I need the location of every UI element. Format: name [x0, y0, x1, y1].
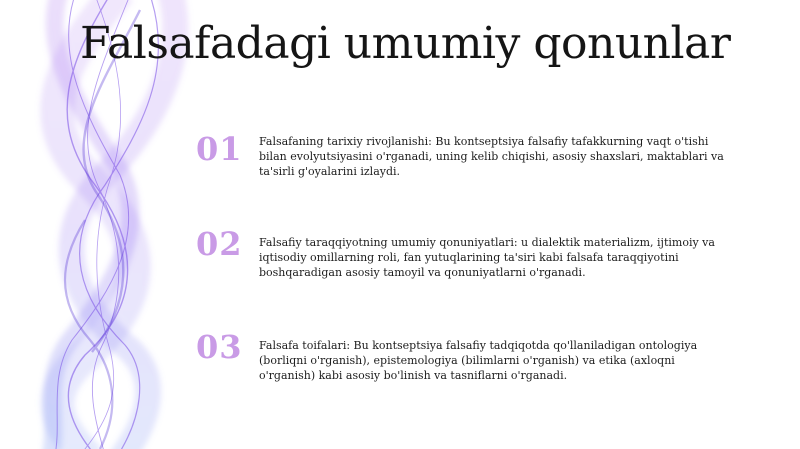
- item-number: 03: [196, 328, 243, 366]
- list-item: [196, 225, 756, 285]
- item-text: Falsafa toifalari: Bu kontseptsiya falsafiy tadqiqotda qo'llaniladigan ontologiya (borliqni o'rganish), epistemologiya (bilimlarni o'rganish) va etika (axloqni o'rganish) kabi asosiy bo'linish va tasniflarni o'rganadi.: [259, 339, 698, 382]
- list-item: [196, 130, 756, 190]
- item-text: Falsafaning tarixiy rivojlanishi: Bu kontseptsiya falsafiy tafakkurning vaqt o'tishi bilan evolyutsiyasini o'rganadi, uning kelib chiqishi, asosiy shaxslari, maktablari va ta'sirli g'oyalarini izlaydi.: [259, 135, 724, 178]
- page-title: Falsafadagi umumiy qonunlar: [80, 18, 731, 69]
- item-number: 01: [196, 130, 243, 168]
- item-number: 02: [196, 225, 243, 263]
- list-item: [196, 328, 756, 388]
- item-text: Falsafiy taraqqiyotning umumiy qonuniyatlari: u dialektik materializm, ijtimoiy va iqtisodiy omillarning roli, fan yutuqlarining ta'siri kabi falsafa taraqqiyotini boshqaradigan asosiy tamoyil va qonuniyatlarni o'rganadi.: [259, 236, 715, 279]
